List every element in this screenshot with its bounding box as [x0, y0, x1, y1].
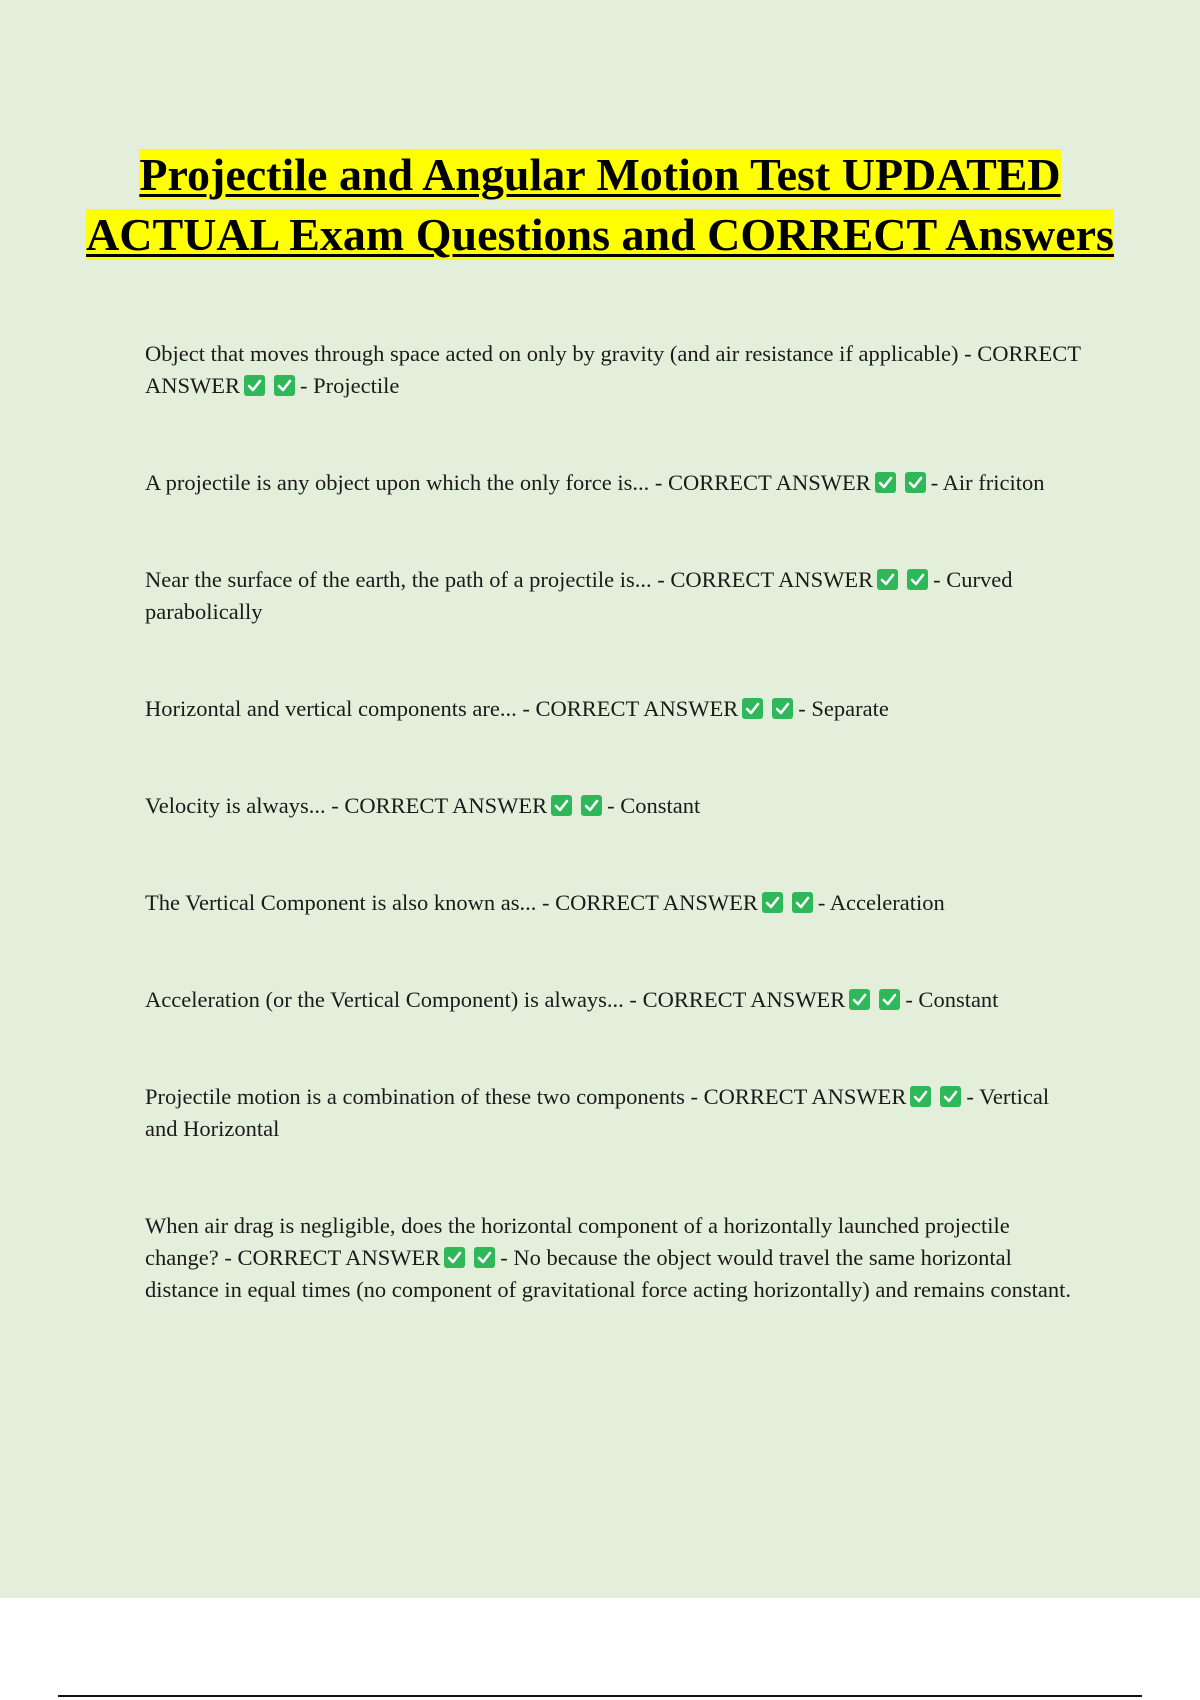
answer-marker: CORRECT ANSWER [668, 470, 871, 495]
qa-item [145, 984, 1085, 1016]
check-mark-icon [244, 375, 265, 396]
answer-marker: CORRECT ANSWER [703, 1084, 907, 1109]
check-mark-icon [772, 698, 793, 719]
page-title: Projectile and Angular Motion Test UPDATED ACTUAL Exam Questions and CORRECT Answers [86, 149, 1114, 260]
question-text: Horizontal and vertical components are... - [145, 696, 530, 721]
question-text: The Vertical Component is also known as... - [145, 890, 550, 915]
qa-item [145, 887, 1085, 919]
answer-text: - No because the object would travel the same horizontal distance in equal times (no component of gravitational force acting horizontally) and remains constant. [145, 1245, 1071, 1302]
answer-text: - Constant [905, 987, 999, 1012]
question-text: Acceleration (or the Vertical Component) is always... - [145, 987, 637, 1012]
answer-text: - Curved parabolically [145, 567, 1013, 624]
question-text: A projectile is any object upon which the only force is... - [145, 470, 663, 495]
qa-item [145, 467, 1085, 499]
answer-marker: CORRECT ANSWER [344, 793, 548, 818]
check-mark-icon [905, 472, 926, 493]
answer-marker: CORRECT ANSWER [670, 567, 874, 592]
check-mark-icon [551, 795, 572, 816]
qa-item [145, 693, 1085, 725]
answer-marker: CORRECT ANSWER [145, 341, 1081, 398]
qa-item [145, 564, 1085, 628]
answer-text: - Air friciton [930, 470, 1045, 495]
footer-divider [58, 1695, 1142, 1697]
answer-marker: CORRECT ANSWER [535, 696, 739, 721]
title-block [60, 145, 1140, 265]
check-mark-icon [444, 1247, 465, 1268]
answer-text: - Separate [798, 696, 889, 721]
question-text: When air drag is negligible, does the horizontal component of a horizontally launched projectile change? - [145, 1213, 1010, 1270]
qa-item [145, 338, 1085, 402]
qa-item [145, 1210, 1085, 1306]
qa-list [145, 338, 1085, 1306]
question-text: Near the surface of the earth, the path of a projectile is... - [145, 567, 665, 592]
check-mark-icon [274, 375, 295, 396]
qa-item [145, 1081, 1085, 1145]
check-mark-icon [742, 698, 763, 719]
check-mark-icon [581, 795, 602, 816]
check-mark-icon [940, 1086, 961, 1107]
check-mark-icon [875, 472, 896, 493]
answer-text: - Constant [607, 793, 701, 818]
qa-item [145, 790, 1085, 822]
check-mark-icon [474, 1247, 495, 1268]
check-mark-icon [762, 892, 783, 913]
question-text: Projectile motion is a combination of these two components - [145, 1084, 699, 1109]
question-text: Velocity is always... - [145, 793, 339, 818]
answer-marker: CORRECT ANSWER [237, 1245, 441, 1270]
answer-marker: CORRECT ANSWER [642, 987, 846, 1012]
check-mark-icon [910, 1086, 931, 1107]
answer-text: - Acceleration [817, 890, 945, 915]
check-mark-icon [792, 892, 813, 913]
answer-text: - Vertical and Horizontal [145, 1084, 1050, 1141]
check-mark-icon [849, 989, 870, 1010]
check-mark-icon [877, 569, 898, 590]
question-text: Object that moves through space acted on only by gravity (and air resistance if applicable) - [145, 341, 972, 366]
answer-text: - Projectile [300, 373, 400, 398]
check-mark-icon [879, 989, 900, 1010]
answer-marker: CORRECT ANSWER [555, 890, 758, 915]
check-mark-icon [907, 569, 928, 590]
